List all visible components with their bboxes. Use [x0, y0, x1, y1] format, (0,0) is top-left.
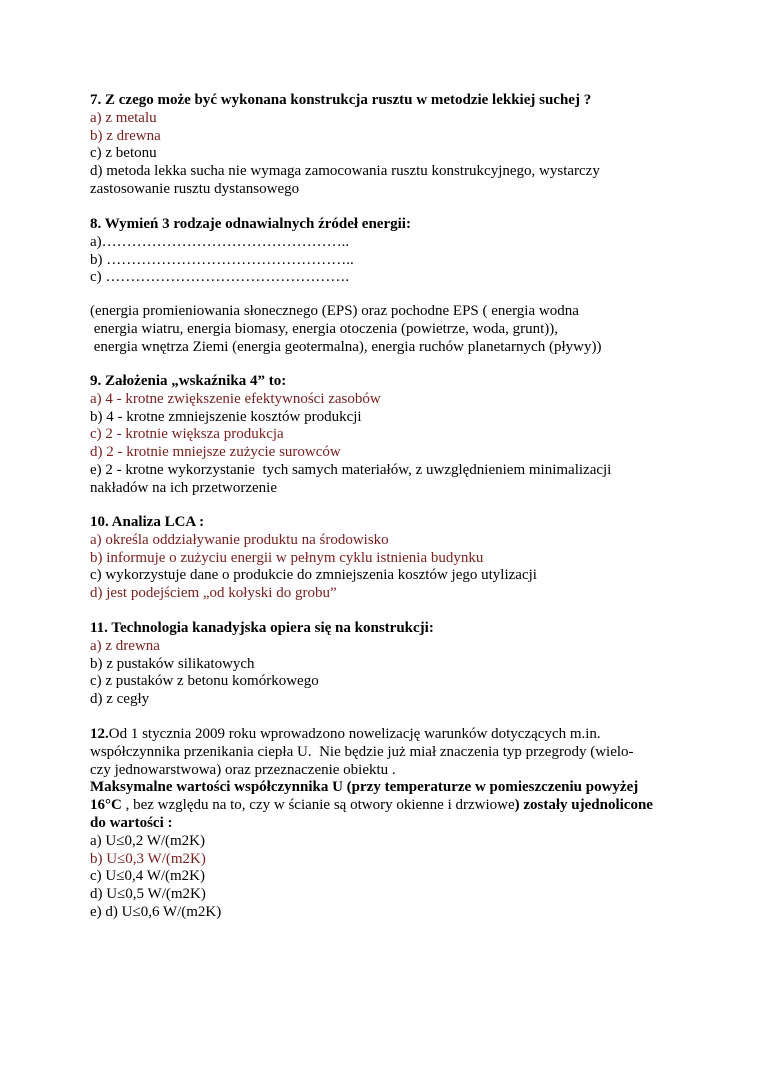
temperature-value: 16°C — [90, 797, 122, 814]
question-11-title: 11. Technologia kanadyjska opiera się na konstrukcji: — [90, 620, 434, 636]
question-12-option-e: e) d) U≤0,6 W/(m2K) — [90, 903, 222, 920]
question-12-number: 12. — [90, 726, 109, 742]
question-8 — [90, 216, 670, 287]
question-10-option-d: d) jest podejściem „od kołyski do grobu” — [90, 585, 337, 602]
question-9-option-a: a) 4 - krotne zwiększenie efektywności zasobów — [90, 390, 381, 407]
note-line-1: (energia promieniowania słonecznego (EPS) oraz pochodne EPS ( energia wodna — [90, 303, 579, 319]
question-11-option-a: a) z drewna — [90, 637, 160, 654]
question-9-option-b: b) 4 - krotne zmniejszenie kosztów produkcji — [90, 408, 362, 425]
question-10 — [90, 514, 670, 603]
question-8-blank-a: a)………………………………………….. — [90, 233, 350, 250]
question-10-option-b: b) informuje o zużyciu energii w pełnym cyklu istnienia budynku — [90, 549, 484, 566]
question-10-option-a: a) określa oddziaływanie produktu na środowisko — [90, 531, 389, 548]
question-12 — [90, 726, 670, 922]
question-12-condition-text: , bez względu na to, czy w ścianie są otwory okienne i drzwiowe — [121, 797, 515, 814]
note-line-3: energia wnętrza Ziemi (energia geotermalna), energia ruchów planetarnych (pływy)) — [90, 338, 602, 355]
question-11-option-b: b) z pustaków silikatowych — [90, 655, 255, 672]
question-9-option-e-line2: nakładów na ich przetworzenie — [90, 479, 277, 496]
question-7-option-b: b) z drewna — [90, 127, 161, 144]
question-7-option-d-line2: zastosowanie rusztu dystansowego — [90, 180, 300, 197]
question-9 — [90, 373, 670, 498]
note-line-2: energia wiatru, energia biomasy, energia otoczenia (powietrze, woda, grunt)), — [90, 320, 559, 337]
question-12-option-d: d) U≤0,5 W/(m2K) — [90, 886, 206, 903]
question-12-intro-line3: czy jednowarstwowa) oraz przeznaczenie obiektu . — [90, 761, 396, 778]
question-9-option-e-line1: e) 2 - krotne wykorzystanie tych samych materiałów, z uwzględnieniem minimalizacji — [90, 461, 612, 478]
question-7-option-d-line1: d) metoda lekka sucha nie wymaga zamocowania rusztu konstrukcyjnego, wystarczy — [90, 163, 600, 180]
question-8-blank-b: b) ………………………………………….. — [90, 251, 354, 268]
question-7-title: 7. Z czego może być wykonana konstrukcja rusztu w metodzie lekkiej suchej ? — [90, 92, 592, 108]
question-8-blank-c: c) …………………………………………. — [90, 269, 350, 286]
question-8-answer-note — [90, 303, 670, 356]
question-9-option-d: d) 2 - krotnie mniejsze zużycie surowców — [90, 444, 341, 461]
question-7-option-c: c) z betonu — [90, 145, 157, 162]
question-10-option-c: c) wykorzystuje dane o produkcie do zmniejszenia kosztów jego utylizacji — [90, 567, 537, 584]
question-12-bold-line2 — [90, 797, 670, 815]
question-12-intro-line2: współczynnika przenikania ciepła U. Nie będzie już miał znaczenia typ przegrody (wielo- — [90, 743, 634, 760]
question-12-intro-text: Od 1 stycznia 2009 roku wprowadzono nowelizację warunków dotyczących m.in. — [108, 726, 601, 742]
question-12-bold-line3: do wartości : — [90, 814, 173, 831]
question-12-bold-line1: Maksymalne wartości współczynnika U (przy temperaturze w pomieszczeniu powyżej — [90, 779, 639, 796]
question-11-option-d: d) z cegły — [90, 691, 150, 708]
question-9-title: 9. Założenia „wskaźnika 4” to: — [90, 373, 287, 389]
question-11 — [90, 620, 670, 709]
question-12-intro-line1 — [90, 726, 670, 744]
question-12-option-b: b) U≤0,3 W/(m2K) — [90, 850, 206, 867]
question-12-option-c: c) U≤0,4 W/(m2K) — [90, 868, 206, 885]
question-12-option-a: a) U≤0,2 W/(m2K) — [90, 832, 206, 849]
question-11-option-c: c) z pustaków z betonu komórkowego — [90, 673, 319, 690]
question-10-title: 10. Analiza LCA : — [90, 514, 205, 530]
question-12-unified-text: ) zostały ujednolicone — [514, 797, 653, 814]
question-8-title: 8. Wymień 3 rodzaje odnawialnych źródeł energii: — [90, 216, 411, 232]
question-9-option-c: c) 2 - krotnie większa produkcja — [90, 426, 284, 443]
question-7-option-a: a) z metalu — [90, 109, 157, 126]
question-7 — [90, 92, 670, 199]
